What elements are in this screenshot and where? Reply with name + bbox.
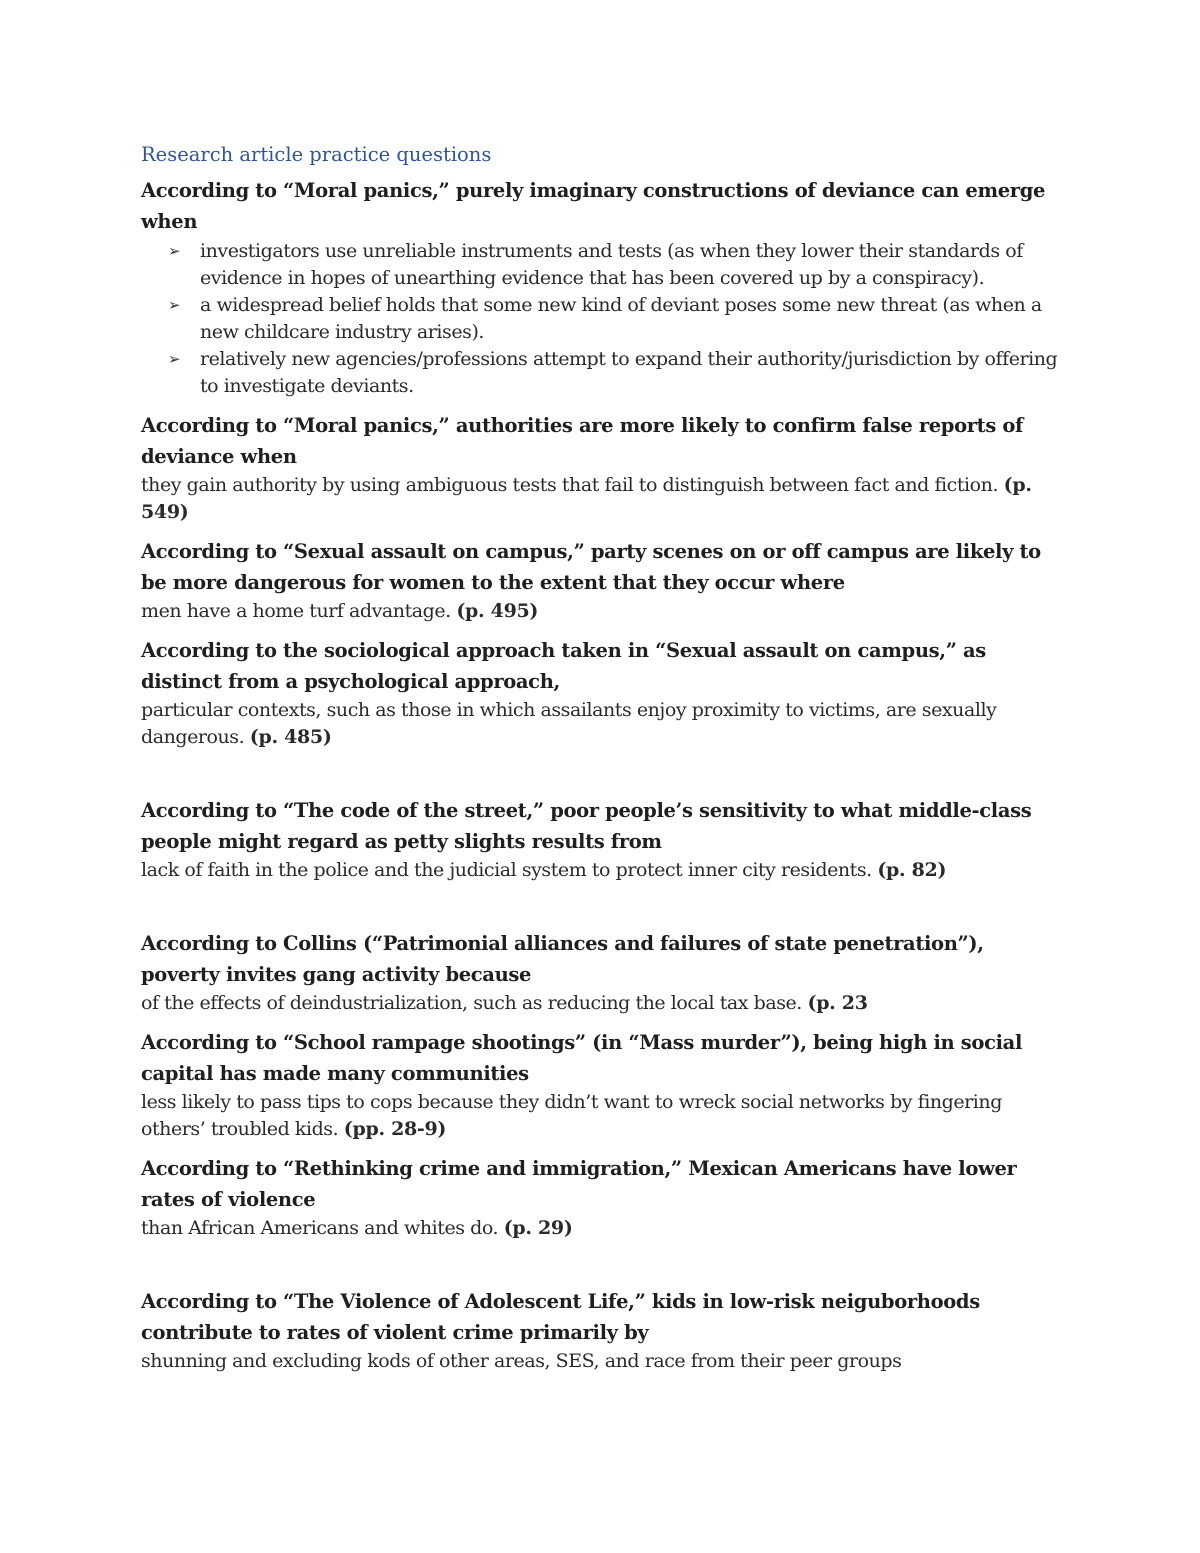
question-block-5 [141, 795, 1061, 884]
question-block-2 [141, 410, 1061, 526]
answer-options-list [141, 238, 1061, 400]
answer-option: ➢ relatively new agencies/professions attempt to expand their authority/jurisdiction by offering to investigate deviants. [168, 348, 1058, 397]
question-text: According to “Sexual assault on campus,” party scenes on or off campus are likely to be more dangerous for women to the extent that they occur where [141, 540, 1041, 594]
question-block-6 [141, 928, 1061, 1017]
question-text: According to “Moral panics,” purely imaginary constructions of deviance can emerge when [141, 179, 1046, 233]
question-block-9 [141, 1286, 1061, 1375]
page-citation: (p. 29) [503, 1217, 573, 1239]
page-title: Research article practice questions [141, 143, 492, 166]
question-text: According to “Moral panics,” authorities are more likely to confirm false reports of deviance when [141, 414, 1024, 468]
answer-text: they gain authority by using ambiguous tests that fail to distinguish between fact and fiction. (p. 549) [141, 474, 1032, 523]
answer-text: of the effects of deindustrialization, such as reducing the local tax base. (p. 23 [141, 992, 868, 1014]
answer-text: than African Americans and whites do. (p. 29) [141, 1217, 573, 1239]
page-citation: (p. 485) [249, 726, 332, 748]
answer-option: ➢ a widespread belief holds that some new kind of deviant poses some new threat (as when a new childcare industry arises). [168, 294, 1042, 343]
page-citation: (p. 82) [877, 859, 947, 881]
page-citation: (p. 495) [456, 600, 539, 622]
page-citation: (p. 23 [807, 992, 868, 1014]
question-block-1 [141, 175, 1061, 400]
question-text: According to “The Violence of Adolescent Life,” kids in low-risk neiguborhoods contribute to rates of violent crime primarily by [141, 1290, 980, 1344]
question-block-4 [141, 635, 1061, 751]
arrow-bullet-icon: ➢ [168, 242, 181, 260]
page-citation: (pp. 28-9) [343, 1118, 447, 1140]
question-block-3 [141, 536, 1061, 625]
question-text: According to “School rampage shootings” (in “Mass murder”), being high in social capital has made many communities [141, 1031, 1023, 1085]
answer-text: particular contexts, such as those in which assailants enjoy proximity to victims, are sexually dangerous. (p. 485) [141, 699, 997, 748]
question-text: According to the sociological approach taken in “Sexual assault on campus,” as distinct from a psychological approach, [141, 639, 986, 693]
page-citation: (p. 549) [141, 474, 1032, 523]
answer-option: ➢ investigators use unreliable instruments and tests (as when they lower their standards of evidence in hopes of unearthing evidence that has been covered up by a conspiracy). [168, 240, 1023, 289]
arrow-bullet-icon: ➢ [168, 350, 181, 368]
question-text: According to Collins (“Patrimonial alliances and failures of state penetration”), poverty invites gang activity because [141, 932, 984, 986]
answer-text: shunning and excluding kods of other areas, SES, and race from their peer groups [141, 1350, 902, 1372]
question-block-7 [141, 1027, 1061, 1143]
answer-text: less likely to pass tips to cops because they didn’t want to wreck social networks by fingering others’ troubled kids. (pp. 28-9) [141, 1091, 1002, 1140]
answer-text: lack of faith in the police and the judicial system to protect inner city residents. (p. 82) [141, 859, 947, 881]
question-block-8 [141, 1153, 1061, 1242]
arrow-bullet-icon: ➢ [168, 296, 181, 314]
answer-text: men have a home turf advantage. (p. 495) [141, 600, 539, 622]
question-text: According to “Rethinking crime and immigration,” Mexican Americans have lower rates of violence [141, 1157, 1017, 1211]
question-text: According to “The code of the street,” poor people’s sensitivity to what middle-class people might regard as petty slights results from [141, 799, 1032, 853]
document-page [141, 142, 1061, 1375]
